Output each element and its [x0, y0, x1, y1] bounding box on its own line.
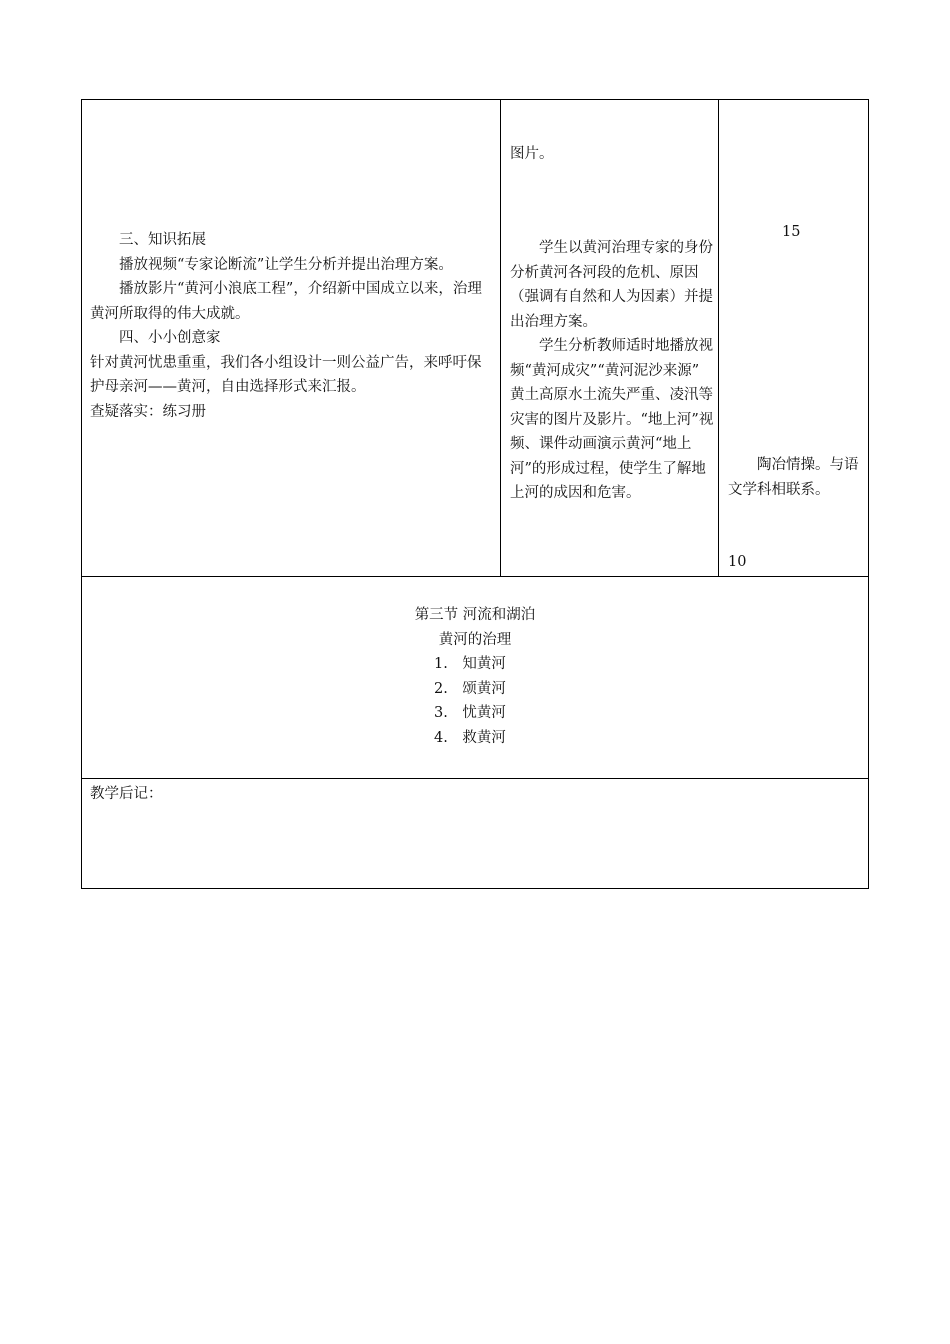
paragraph: 播放影片“黄河小浪底工程”，介绍新中国成立以来，治理黄河所取得的伟大成就。	[90, 281, 482, 322]
paragraph: 播放视频“专家论断流”让学生分析并提出治理方案。	[119, 256, 453, 273]
paragraph: 针对黄河忧患重重，我们各小组设计一则公益广告，来呼吁保护母亲河——黄河，自由选择形式来汇报。	[90, 354, 482, 395]
design-intent-cell	[728, 453, 862, 502]
row-divider	[82, 778, 868, 779]
column-divider	[500, 100, 501, 576]
student-activity-cell	[510, 236, 714, 506]
paragraph: 学生以黄河治理专家的身份分析黄河各河段的危机、原因（强调有自然和人为因素）并提出治理方案。	[510, 240, 713, 330]
list-item: 2. 颂黄河	[434, 680, 506, 697]
section-heading-4: 四、小小创意家	[119, 330, 221, 346]
board-title: 第三节 河流和湖泊	[414, 607, 536, 623]
time-cell	[728, 550, 768, 575]
time-value: 15	[782, 224, 801, 240]
list-item: 1. 知黄河	[434, 656, 506, 672]
paragraph: 查疑落实：练习册	[90, 403, 206, 420]
row-divider	[82, 576, 868, 577]
section-heading-3: 三、知识拓展	[119, 232, 206, 248]
paragraph: 图片。	[510, 146, 554, 162]
paragraph: 陶冶情操。与语文学科相联系。	[728, 457, 859, 498]
postscript-cell	[90, 782, 860, 807]
column-divider	[718, 100, 719, 576]
board-subtitle: 黄河的治理	[438, 631, 512, 648]
list-item: 3. 忧黄河	[434, 705, 506, 721]
list-item: 4. 救黄河	[434, 729, 506, 746]
student-activity-cell	[510, 142, 714, 167]
paragraph: 学生分析教师适时地播放视频“黄河成灾”“黄河泥沙来源” 黄土高原水土流失严重、凌汛等灾害的图片及影片。“地上河”视频、课件动画演示黄河“地上河”的形成过程，使学生了解地上河的成因和危害。	[510, 338, 714, 501]
board-design-cell	[82, 603, 868, 750]
time-value: 10	[728, 554, 747, 570]
lesson-table	[81, 99, 869, 889]
time-cell	[782, 220, 822, 245]
postscript-label: 教学后记：	[90, 786, 163, 802]
teaching-content-cell	[90, 228, 490, 424]
